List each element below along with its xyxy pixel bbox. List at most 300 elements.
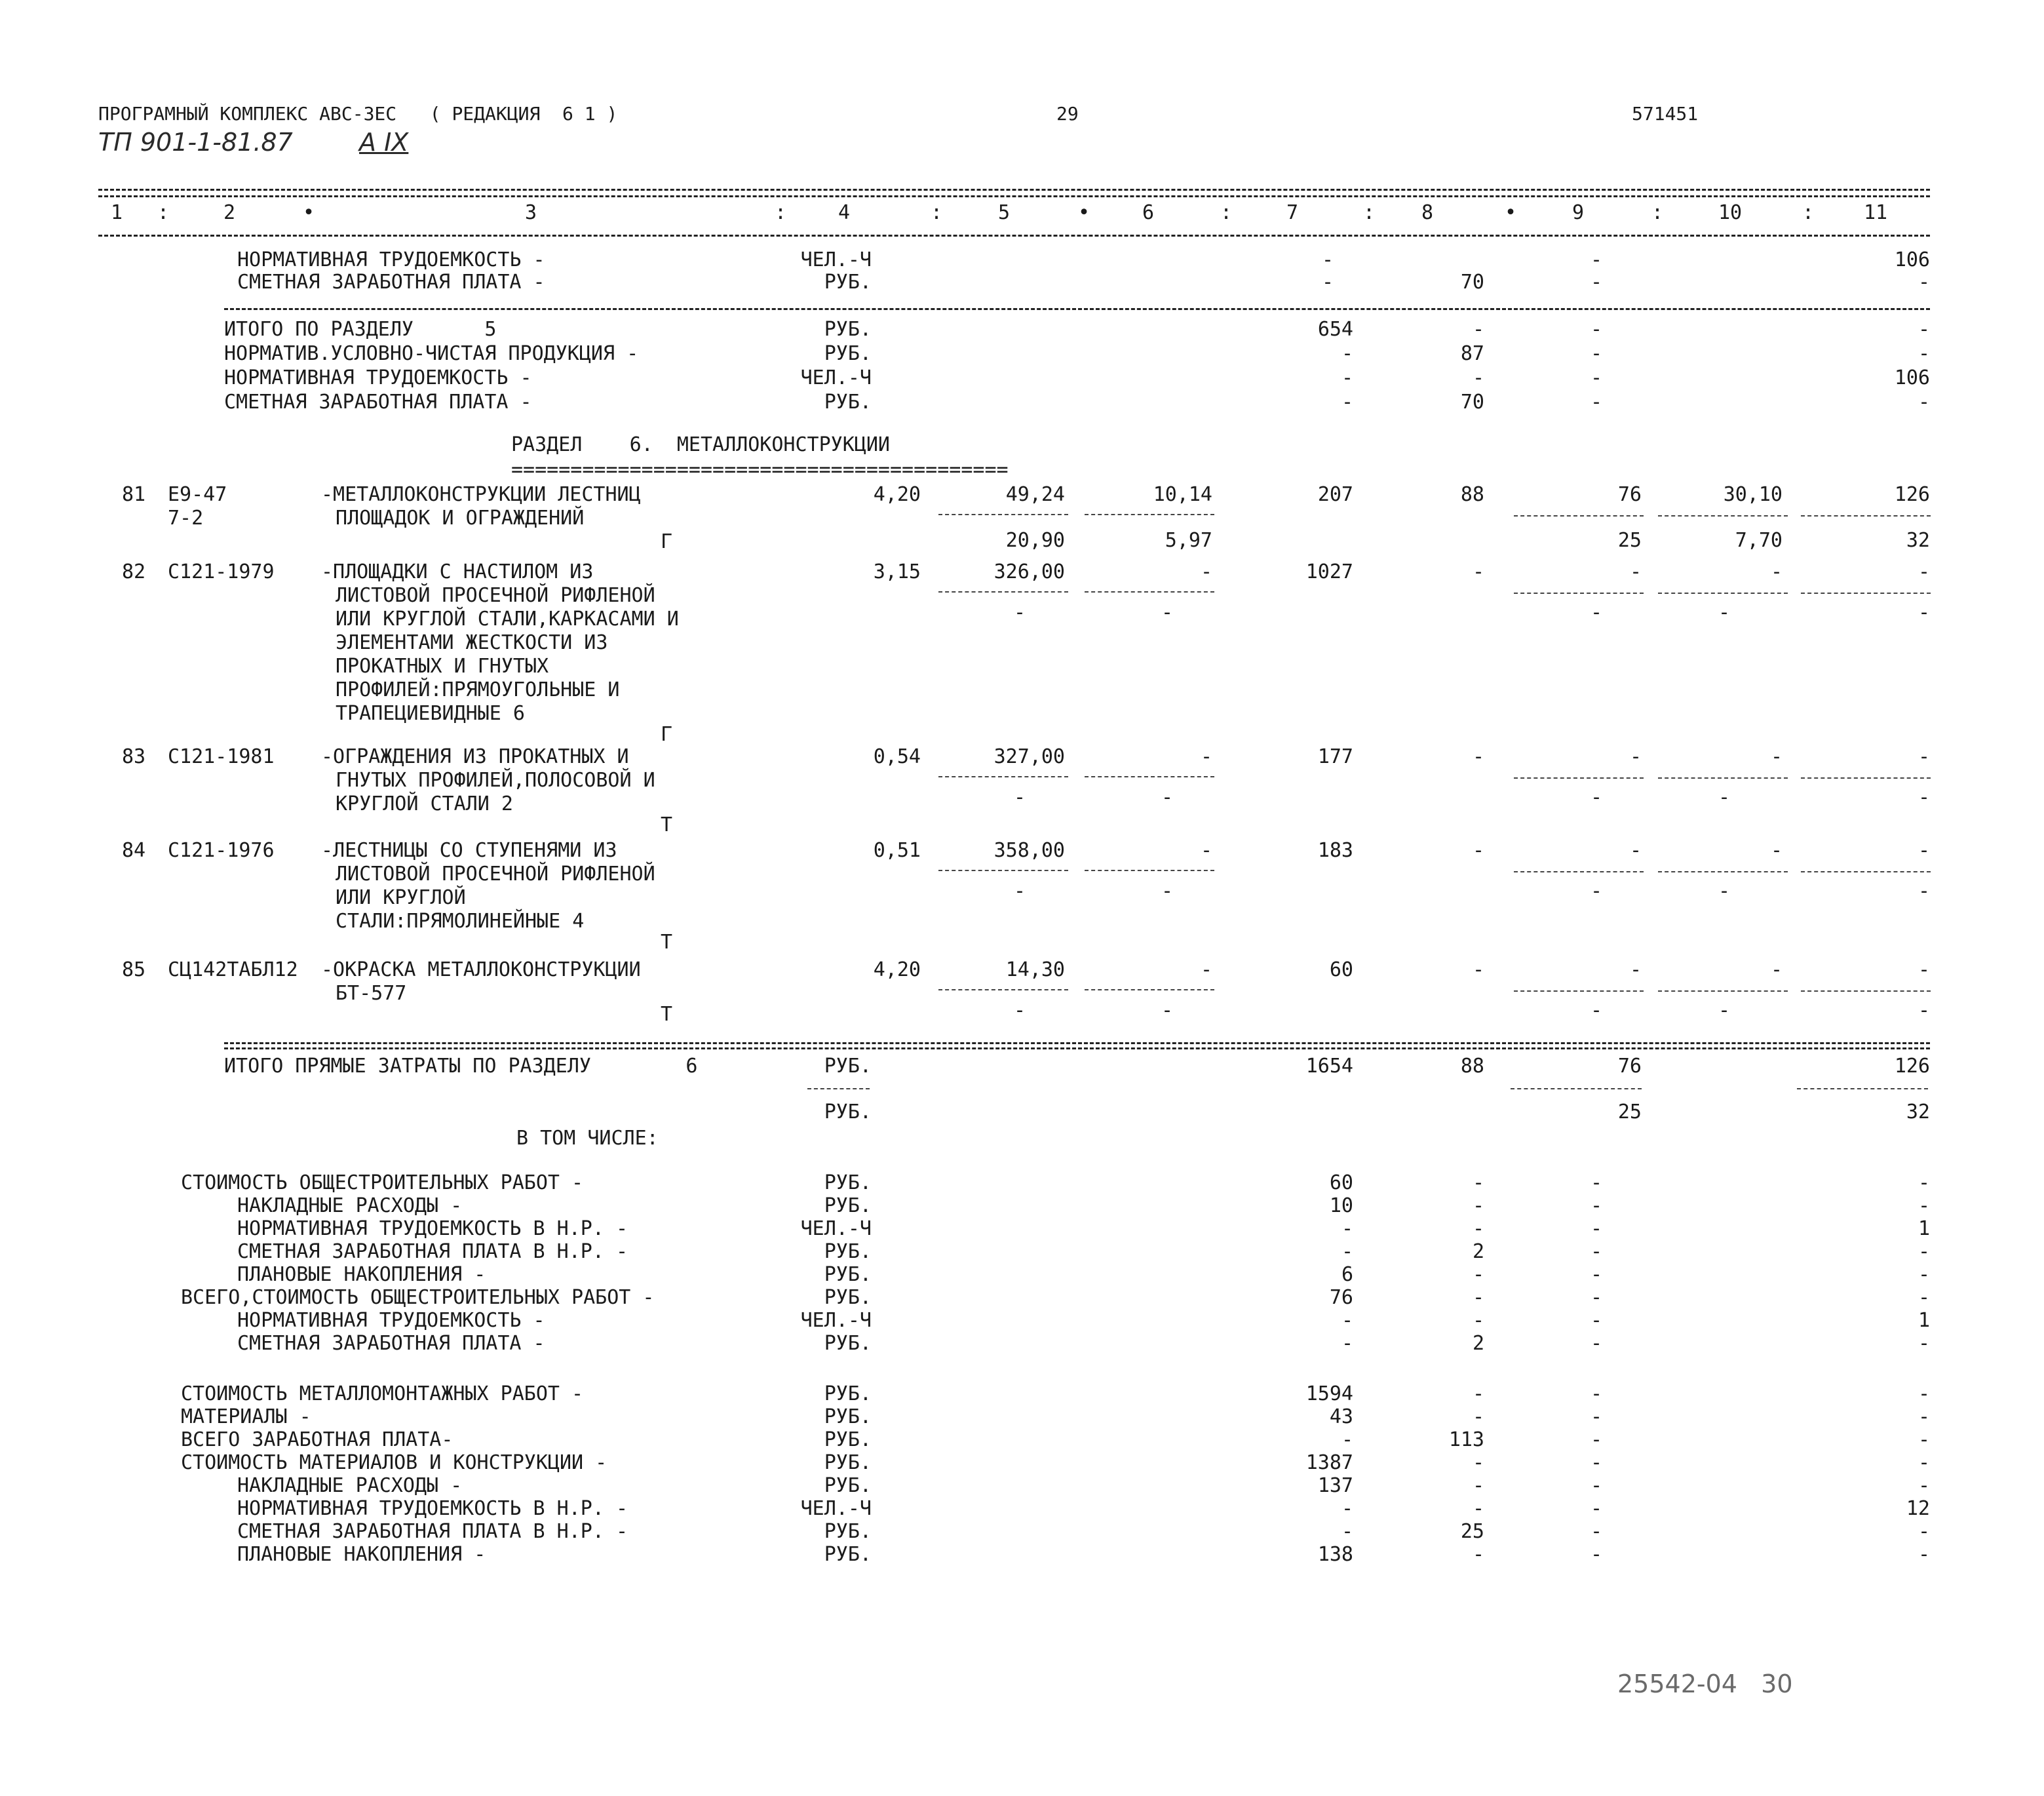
cell-col9: - — [1590, 1263, 1602, 1286]
fraction-rule — [1085, 870, 1214, 871]
item-marker: Т — [661, 1003, 673, 1026]
cell-col7: 654 — [1317, 318, 1353, 341]
cell-col8: 113 — [1448, 1428, 1484, 1451]
column-header-8: 8 — [1421, 201, 1434, 224]
cell-col9: - — [1590, 1520, 1602, 1543]
summary-row-label: НОРМАТИВНАЯ ТРУДОЕМКОСТЬ В Н.Р. - — [237, 1497, 628, 1520]
cell-col6-sub: 5,97 — [1165, 529, 1212, 552]
item-code: СЦ142ТАБЛ12 — [168, 958, 298, 981]
item-description: ЛИСТОВОЙ ПРОСЕЧНОЙ РИФЛЕНОЙ — [336, 863, 655, 886]
column-separator: • — [1078, 201, 1090, 224]
cell-col7: - — [1341, 1428, 1353, 1451]
cell-col6-sub: - — [1161, 999, 1173, 1022]
rule-top-2 — [98, 195, 1930, 197]
cell-col9: 76 — [1617, 483, 1642, 506]
column-separator: : — [1363, 201, 1376, 224]
summary-row-label: СМЕТНАЯ ЗАРАБОТНАЯ ПЛАТА В Н.Р. - — [237, 1520, 628, 1543]
cell-col11: - — [1918, 745, 1930, 768]
cell-col5: 358,00 — [993, 839, 1065, 862]
cell-col7: - — [1341, 1240, 1353, 1263]
cell-col6: - — [1200, 560, 1212, 583]
cell-col10: - — [1770, 839, 1783, 862]
column-separator: • — [303, 201, 315, 224]
column-header-9: 9 — [1572, 201, 1585, 224]
rule-total6 — [224, 1042, 1930, 1044]
fraction-rule — [1085, 989, 1214, 990]
unit-label: РУБ. — [824, 271, 872, 294]
cell-col9-sub: 25 — [1617, 1101, 1642, 1123]
item-description: -МЕТАЛЛОКОНСТРУКЦИИ ЛЕСТНИЦ — [321, 483, 641, 506]
fraction-rule — [1514, 515, 1644, 517]
fraction-rule — [1801, 871, 1931, 872]
unit-label: РУБ. — [824, 1382, 872, 1405]
cell-col7: - — [1341, 1520, 1353, 1543]
item-description: ИЛИ КРУГЛОЙ СТАЛИ,КАРКАСАМИ И — [336, 608, 679, 631]
cell-col8: - — [1472, 745, 1484, 768]
rule-section5 — [224, 308, 1930, 310]
cell-col11: - — [1918, 1451, 1930, 1474]
unit-label: РУБ. — [824, 342, 872, 365]
item-number: 82 — [122, 560, 146, 583]
cell-col9: - — [1590, 1474, 1602, 1497]
cell-col8: - — [1472, 1497, 1484, 1520]
cell-col9: - — [1590, 1428, 1602, 1451]
unit-label: ЧЕЛ.-Ч — [800, 1217, 872, 1240]
cell-col7: 1387 — [1305, 1451, 1353, 1474]
cell-col6: - — [1200, 839, 1212, 862]
cell-col11: 126 — [1894, 483, 1930, 506]
cell-col9-sub: - — [1590, 880, 1602, 903]
fraction-rule — [1658, 593, 1788, 594]
item-marker: Т — [661, 931, 673, 954]
section6-title: РАЗДЕЛ 6. МЕТАЛЛОКОНСТРУКЦИИ — [511, 433, 890, 456]
cell-qty: 4,20 — [873, 483, 921, 506]
column-header-6: 6 — [1142, 201, 1155, 224]
column-separator: : — [931, 201, 943, 224]
cell-col9: - — [1590, 271, 1602, 294]
column-header-11: 11 — [1863, 201, 1888, 224]
fraction-rule — [1085, 591, 1214, 593]
fraction-rule — [1658, 777, 1788, 779]
cell-col11: - — [1918, 839, 1930, 862]
item-code: С121-1976 — [168, 839, 275, 862]
cell-col8: 2 — [1472, 1332, 1484, 1355]
fraction-rule — [1514, 593, 1644, 594]
cell-col8: - — [1472, 839, 1484, 862]
unit-label: РУБ. — [824, 1171, 872, 1194]
item-code: С121-1979 — [168, 560, 275, 583]
cell-col10-sub: 7,70 — [1735, 529, 1783, 552]
unit-label: ЧЕЛ.-Ч — [800, 248, 872, 271]
item-description: КРУГЛОЙ СТАЛИ 2 — [336, 792, 513, 815]
summary-row-label: СМЕТНАЯ ЗАРАБОТНАЯ ПЛАТА - — [237, 1332, 545, 1355]
cell-col11-sub: - — [1918, 601, 1930, 624]
item-description: ПРОФИЛЕЙ:ПРЯМОУГОЛЬНЫЕ И — [336, 678, 620, 701]
summary-row-label: СТОИМОСТЬ МАТЕРИАЛОВ И КОНСТРУКЦИИ - — [181, 1451, 607, 1474]
cell-col9: - — [1590, 248, 1602, 271]
cell-col5-sub: - — [1013, 601, 1026, 624]
column-separator: : — [1220, 201, 1233, 224]
cell-col8: - — [1472, 1194, 1484, 1217]
item-description: ЛИСТОВОЙ ПРОСЕЧНОЙ РИФЛЕНОЙ — [336, 584, 655, 607]
cell-col6: 10,14 — [1153, 483, 1212, 506]
fraction-rule — [1801, 515, 1931, 517]
unit-label: РУБ. — [824, 1194, 872, 1217]
item-description: ПЛОЩАДОК И ОГРАЖДЕНИЙ — [336, 507, 585, 530]
cell-col11: - — [1918, 1171, 1930, 1194]
cell-col11: - — [1918, 1194, 1930, 1217]
item-marker: Г — [661, 530, 673, 553]
cell-col5-sub: 20,90 — [1005, 529, 1065, 552]
cell-col9: - — [1590, 1405, 1602, 1428]
item-marker: Т — [661, 813, 673, 836]
unit-label: РУБ. — [824, 1286, 872, 1309]
cell-col9: - — [1590, 1332, 1602, 1355]
cell-col8: - — [1472, 1309, 1484, 1332]
cell-col7: - — [1341, 342, 1353, 365]
total6-label: ИТОГО ПРЯМЫЕ ЗАТРАТЫ ПО РАЗДЕЛУ 6 — [224, 1055, 698, 1078]
in-that-number-label: В ТОМ ЧИСЛЕ: — [516, 1127, 659, 1150]
fraction-rule — [938, 776, 1068, 777]
fraction-rule — [938, 989, 1068, 990]
summary-row-label: МАТЕРИАЛЫ - — [181, 1405, 311, 1428]
item-number: 81 — [122, 483, 146, 506]
item-description: ИЛИ КРУГЛОЙ — [336, 886, 466, 909]
section5-total-label: СМЕТНАЯ ЗАРАБОТНАЯ ПЛАТА - — [224, 391, 532, 414]
cell-col8: - — [1472, 1217, 1484, 1240]
item-description: СТАЛИ:ПРЯМОЛИНЕЙНЫЕ 4 — [336, 910, 585, 933]
cell-col6: - — [1200, 958, 1212, 981]
cell-col10: - — [1770, 958, 1783, 981]
cell-col8: 87 — [1460, 342, 1484, 365]
cell-col6-sub: - — [1161, 880, 1173, 903]
column-separator: : — [1651, 201, 1664, 224]
cell-col5: 326,00 — [993, 560, 1065, 583]
item-code-2: 7-2 — [168, 507, 204, 530]
fraction-rule — [1514, 777, 1644, 779]
cell-col8: - — [1472, 1171, 1484, 1194]
fraction-rule — [1801, 990, 1931, 992]
item-number: 85 — [122, 958, 146, 981]
cell-col9: - — [1590, 1382, 1602, 1405]
cell-col7: - — [1341, 1332, 1353, 1355]
unit-label: РУБ. — [824, 1405, 872, 1428]
item-number: 83 — [122, 745, 146, 768]
item-description: ГНУТЫХ ПРОФИЛЕЙ,ПОЛОСОВОЙ И — [336, 769, 655, 792]
column-separator: : — [157, 201, 170, 224]
section5-row-label: СМЕТНАЯ ЗАРАБОТНАЯ ПЛАТА - — [237, 271, 545, 294]
column-separator: : — [775, 201, 787, 224]
cell-col6: - — [1200, 745, 1212, 768]
item-description: -ОГРАЖДЕНИЯ ИЗ ПРОКАТНЫХ И — [321, 745, 629, 768]
cell-col9: - — [1590, 1217, 1602, 1240]
rule-top — [98, 189, 1930, 191]
cell-col11-sub: 32 — [1906, 1101, 1930, 1123]
cell-col9: - — [1590, 1171, 1602, 1194]
unit-label: РУБ. — [824, 318, 872, 341]
cell-qty: 3,15 — [873, 560, 921, 583]
cell-col9-sub: - — [1590, 601, 1602, 624]
cell-col11: 1 — [1918, 1309, 1930, 1332]
summary-row-label: ПЛАНОВЫЕ НАКОПЛЕНИЯ - — [237, 1543, 486, 1566]
cell-col11: - — [1918, 1332, 1930, 1355]
section6-underline: ========================================== — [511, 458, 1009, 481]
summary-row-label: ПЛАНОВЫЕ НАКОПЛЕНИЯ - — [237, 1263, 486, 1286]
section5-total-label: НОРМАТИВНАЯ ТРУДОЕМКОСТЬ - — [224, 366, 532, 389]
cell-col8: 2 — [1472, 1240, 1484, 1263]
column-header-1: 1 — [110, 201, 123, 224]
section5-total-label: ИТОГО ПО РАЗДЕЛУ 5 — [224, 318, 497, 341]
fraction-rule — [1085, 514, 1214, 515]
cell-col8: - — [1472, 1286, 1484, 1309]
cell-col7: 43 — [1329, 1405, 1353, 1428]
footer-stamp: 25542-04 30 — [1617, 1669, 1793, 1698]
item-description: -ЛЕСТНИЦЫ СО СТУПЕНЯМИ ИЗ — [321, 839, 617, 862]
unit-label: РУБ. — [824, 1101, 872, 1123]
unit-label: РУБ. — [824, 1451, 872, 1474]
cell-col11: - — [1918, 1286, 1930, 1309]
cell-col11-sub: - — [1918, 786, 1930, 809]
cell-col7: - — [1341, 1497, 1353, 1520]
cell-col11: - — [1918, 1474, 1930, 1497]
item-description: БТ-577 — [336, 982, 407, 1005]
cell-col7: 137 — [1317, 1474, 1353, 1497]
item-description: ЭЛЕМЕНТАМИ ЖЕСТКОСТИ ИЗ — [336, 631, 608, 654]
cell-col10: - — [1770, 560, 1783, 583]
cell-col8: - — [1472, 1451, 1484, 1474]
cell-col9: - — [1590, 1451, 1602, 1474]
cell-col9: - — [1590, 318, 1602, 341]
cell-col9: - — [1590, 1194, 1602, 1217]
unit-label: ЧЕЛ.-Ч — [800, 366, 872, 389]
cell-col11: 106 — [1894, 366, 1930, 389]
cell-col8: 88 — [1460, 483, 1484, 506]
cell-col7: - — [1341, 1217, 1353, 1240]
cell-col11: - — [1918, 271, 1930, 294]
cell-col7: 60 — [1329, 1171, 1353, 1194]
item-code: Е9-47 — [168, 483, 227, 506]
cell-col11: - — [1918, 1428, 1930, 1451]
cell-col9: - — [1590, 366, 1602, 389]
cell-col9: - — [1629, 958, 1642, 981]
cell-col11: - — [1918, 1543, 1930, 1566]
item-number: 84 — [122, 839, 146, 862]
column-header-5: 5 — [997, 201, 1011, 224]
cell-col11: - — [1918, 958, 1930, 981]
summary-row-label: ВСЕГО ЗАРАБОТНАЯ ПЛАТА- — [181, 1428, 453, 1451]
fraction-rule — [1514, 990, 1644, 992]
column-header-3: 3 — [524, 201, 537, 224]
cell-col7: 1654 — [1305, 1055, 1353, 1078]
summary-row-label: НОРМАТИВНАЯ ТРУДОЕМКОСТЬ - — [237, 1309, 545, 1332]
column-header-10: 10 — [1718, 201, 1743, 224]
fraction-rule — [938, 591, 1068, 593]
cell-col9: - — [1590, 1497, 1602, 1520]
cell-col5-sub: - — [1013, 999, 1026, 1022]
fraction-rule — [938, 870, 1068, 871]
cell-col7: - — [1341, 1309, 1353, 1332]
unit-label: РУБ. — [824, 1520, 872, 1543]
cell-col9-sub: - — [1590, 786, 1602, 809]
cell-col9: - — [1629, 745, 1642, 768]
cell-col11: - — [1918, 1263, 1930, 1286]
cell-col7: 1027 — [1305, 560, 1353, 583]
cell-qty: 0,51 — [873, 839, 921, 862]
cell-col7: - — [1321, 271, 1334, 294]
fraction-rule — [1511, 1088, 1642, 1089]
unit-underline — [807, 1088, 870, 1089]
section5-total-label: НОРМАТИВ.УСЛОВНО-ЧИСТАЯ ПРОДУКЦИЯ - — [224, 342, 639, 365]
fraction-rule — [1801, 777, 1931, 779]
cell-col5-sub: - — [1013, 880, 1026, 903]
section5-row-label: НОРМАТИВНАЯ ТРУДОЕМКОСТЬ - — [237, 248, 545, 271]
cell-col11: - — [1918, 1382, 1930, 1405]
document-code: 571451 — [1632, 103, 1699, 125]
cell-col8: - — [1472, 1543, 1484, 1566]
cell-col11: 12 — [1906, 1497, 1930, 1520]
unit-label: РУБ. — [824, 1543, 872, 1566]
cell-col11-sub: - — [1918, 880, 1930, 903]
cell-col8: - — [1472, 560, 1484, 583]
fraction-rule — [1797, 1088, 1928, 1089]
cell-col9: - — [1590, 1309, 1602, 1332]
cell-col5: 14,30 — [1005, 958, 1065, 981]
summary-row-label: СМЕТНАЯ ЗАРАБОТНАЯ ПЛАТА В Н.Р. - — [237, 1240, 628, 1263]
column-separator: : — [1802, 201, 1815, 224]
cell-col8: 70 — [1460, 391, 1484, 414]
fraction-rule — [1801, 593, 1931, 594]
item-description: -ПЛОЩАДКИ С НАСТИЛОМ ИЗ — [321, 560, 594, 583]
cell-col7: 177 — [1317, 745, 1353, 768]
cell-col11: 126 — [1894, 1055, 1930, 1078]
cell-col10-sub: - — [1718, 999, 1730, 1022]
unit-label: РУБ. — [824, 1474, 872, 1497]
unit-label: РУБ. — [824, 1263, 872, 1286]
unit-label: РУБ. — [824, 391, 872, 414]
item-description: -ОКРАСКА МЕТАЛЛОКОНСТРУКЦИИ — [321, 958, 641, 981]
rule-head-bottom — [98, 235, 1930, 237]
cell-col7: 60 — [1329, 958, 1353, 981]
cell-col8: - — [1472, 1382, 1484, 1405]
summary-row-label: СТОИМОСТЬ МЕТАЛЛОМОНТАЖНЫХ РАБОТ - — [181, 1382, 584, 1405]
cell-col8: - — [1472, 1474, 1484, 1497]
summary-row-label: НАКЛАДНЫЕ РАСХОДЫ - — [237, 1194, 463, 1217]
column-header-7: 7 — [1286, 201, 1299, 224]
cell-col9-sub: 25 — [1617, 529, 1642, 552]
cell-col7: 6 — [1341, 1263, 1353, 1286]
cell-col7: 76 — [1329, 1286, 1353, 1309]
cell-col9: - — [1590, 1286, 1602, 1309]
column-header-4: 4 — [838, 201, 851, 224]
program-title: ПРОГРАМНЫЙ КОМПЛЕКС АВС-3ЕС ( РЕДАКЦИЯ 6 1 ) — [98, 103, 618, 125]
unit-label: РУБ. — [824, 1055, 872, 1078]
cell-col10-sub: - — [1718, 786, 1730, 809]
cell-col8: 88 — [1460, 1055, 1484, 1078]
cell-col7: - — [1341, 366, 1353, 389]
cell-qty: 4,20 — [873, 958, 921, 981]
cell-col11: 106 — [1894, 248, 1930, 271]
cell-col8: 25 — [1460, 1520, 1484, 1543]
unit-label: РУБ. — [824, 1332, 872, 1355]
cell-col5: 327,00 — [993, 745, 1065, 768]
cell-col7: - — [1321, 248, 1334, 271]
fraction-rule — [1085, 776, 1214, 777]
cell-col7: 1594 — [1305, 1382, 1353, 1405]
cell-col11: - — [1918, 1405, 1930, 1428]
album-number: А IX — [359, 128, 409, 157]
cell-col6-sub: - — [1161, 786, 1173, 809]
cell-col9: - — [1590, 391, 1602, 414]
cell-col9: - — [1590, 1240, 1602, 1263]
cell-col9: 76 — [1617, 1055, 1642, 1078]
cell-col8: - — [1472, 958, 1484, 981]
summary-row-label: ВСЕГО,СТОИМОСТЬ ОБЩЕСТРОИТЕЛЬНЫХ РАБОТ - — [181, 1286, 655, 1309]
cell-col11: - — [1918, 1240, 1930, 1263]
cell-col10: 30,10 — [1723, 483, 1783, 506]
fraction-rule — [1658, 515, 1788, 517]
cell-col10-sub: - — [1718, 880, 1730, 903]
cell-col11: - — [1918, 560, 1930, 583]
cell-col5-sub: - — [1013, 786, 1026, 809]
cell-col8: - — [1472, 1263, 1484, 1286]
cell-col9-sub: - — [1590, 999, 1602, 1022]
cell-col8: 70 — [1460, 271, 1484, 294]
cell-col11: - — [1918, 391, 1930, 414]
cell-col9: - — [1629, 839, 1642, 862]
cell-col10: - — [1770, 745, 1783, 768]
cell-col7: - — [1341, 391, 1353, 414]
cell-col9: - — [1590, 1543, 1602, 1566]
project-code: ТП 901-1-81.87 — [98, 128, 293, 157]
column-separator: • — [1505, 201, 1517, 224]
item-marker: Г — [661, 723, 673, 746]
unit-label: ЧЕЛ.-Ч — [800, 1497, 872, 1520]
unit-label: РУБ. — [824, 1240, 872, 1263]
cell-col10-sub: - — [1718, 601, 1730, 624]
cell-col11: - — [1918, 1520, 1930, 1543]
cell-col11: - — [1918, 342, 1930, 365]
fraction-rule — [1658, 871, 1788, 872]
summary-row-label: НОРМАТИВНАЯ ТРУДОЕМКОСТЬ В Н.Р. - — [237, 1217, 628, 1240]
cell-col11: 1 — [1918, 1217, 1930, 1240]
summary-row-label: НАКЛАДНЫЕ РАСХОДЫ - — [237, 1474, 463, 1497]
item-code: С121-1981 — [168, 745, 275, 768]
cell-col8: - — [1472, 1405, 1484, 1428]
column-header-2: 2 — [223, 201, 236, 224]
cell-col11-sub: 32 — [1906, 529, 1930, 552]
cell-qty: 0,54 — [873, 745, 921, 768]
page-number: 29 — [1056, 103, 1079, 125]
fraction-rule — [938, 514, 1068, 515]
cell-col7: 138 — [1317, 1543, 1353, 1566]
item-description: ПРОКАТНЫХ И ГНУТЫХ — [336, 655, 549, 678]
rule-total6-2 — [224, 1047, 1930, 1049]
fraction-rule — [1658, 990, 1788, 992]
unit-label: ЧЕЛ.-Ч — [800, 1309, 872, 1332]
cell-col5: 49,24 — [1005, 483, 1065, 506]
cell-col7: 207 — [1317, 483, 1353, 506]
item-description: ТРАПЕЦИЕВИДНЫЕ 6 — [336, 702, 525, 725]
cell-col6-sub: - — [1161, 601, 1173, 624]
cell-col8: - — [1472, 318, 1484, 341]
cell-col9: - — [1590, 342, 1602, 365]
fraction-rule — [1514, 871, 1644, 872]
unit-label: РУБ. — [824, 1428, 872, 1451]
cell-col9: - — [1629, 560, 1642, 583]
cell-col7: 10 — [1329, 1194, 1353, 1217]
cell-col11: - — [1918, 318, 1930, 341]
cell-col11-sub: - — [1918, 999, 1930, 1022]
